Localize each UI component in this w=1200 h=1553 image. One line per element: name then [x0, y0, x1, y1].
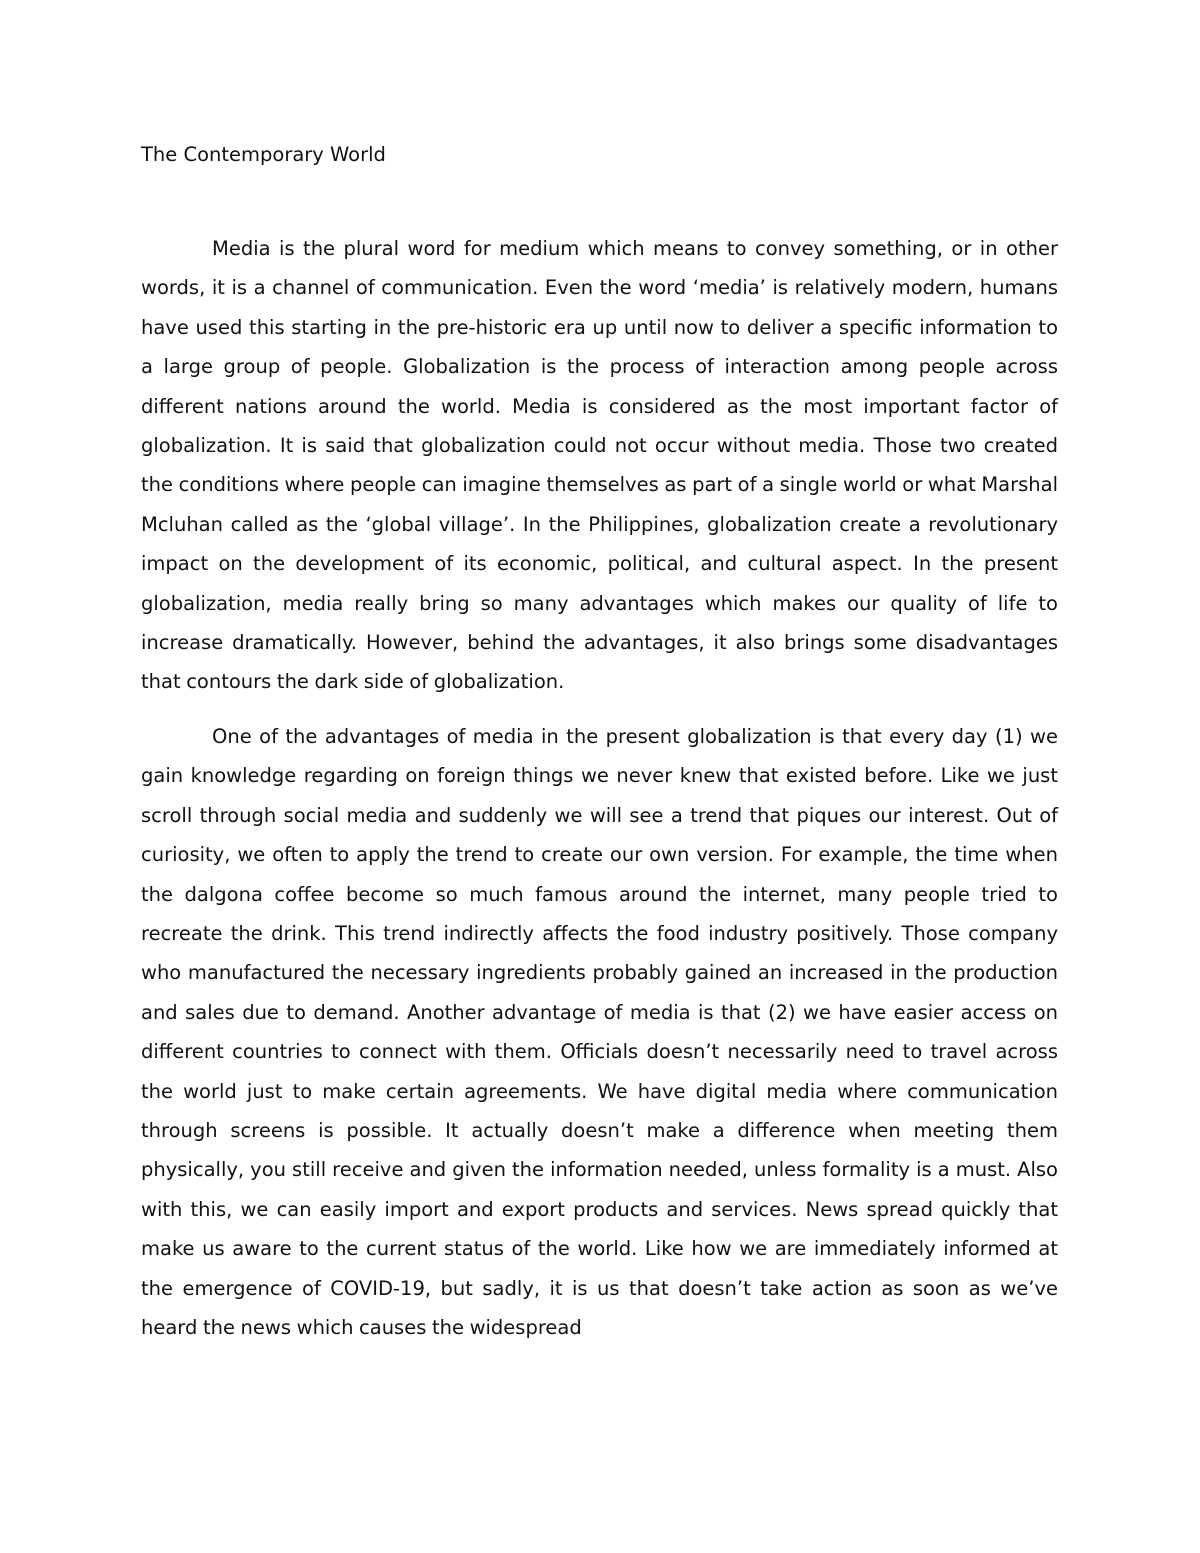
document-body: [141, 229, 1058, 1347]
document-title: The Contemporary World: [141, 143, 386, 166]
paragraph-advantages: One of the advantages of media in the present globalization is that every day (1) we gain knowledge regarding on foreign things we never knew that existed before. Like we just scroll through social media and suddenly we will see a trend that piques our interest. Out of curiosity, we often to apply the trend to create our own version. For example, the time when the dalgona coffee become so much famous around the internet, many people tried to recreate the drink. This trend indirectly affects the food industry positively. Those company who manufactured the necessary ingredients probably gained an increased in the production and sales due to demand. Another advantage of media is that (2) we have easier access on different countries to connect with them. Officials doesn’t necessarily need to travel across the world just to make certain agreements. We have digital media where communication through screens is possible. It actually doesn’t make a difference when meeting them physically, you still receive and given the information needed, unless formality is a must. Also with this, we can easily import and export products and services. News spread quickly that make us aware to the current status of the world. Like how we are immediately informed at the emergence of COVID-19, but sadly, it is us that doesn’t take action as soon as we’ve heard the news which causes the widespread: [141, 724, 1058, 1339]
paragraph-intro: Media is the plural word for medium which means to convey something, or in other words, it is a channel of communication. Even the word ‘media’ is relatively modern, humans have used this starting in the pre-historic era up until now to deliver a specific information to a large group of people. Globalization is the process of interaction among people across different nations around the world. Media is considered as the most important factor of globalization. It is said that globalization could not occur without media. Those two created the conditions where people can imagine themselves as part of a single world or what Marshal Mcluhan called as the ‘global village’. In the Philippines, globalization create a revolutionary impact on the development of its economic, political, and cultural aspect. In the present globalization, media really bring so many advantages which makes our quality of life to increase dramatically. However, behind the advantages, it also brings some disadvantages that contours the dark side of globalization.: [141, 237, 1058, 694]
